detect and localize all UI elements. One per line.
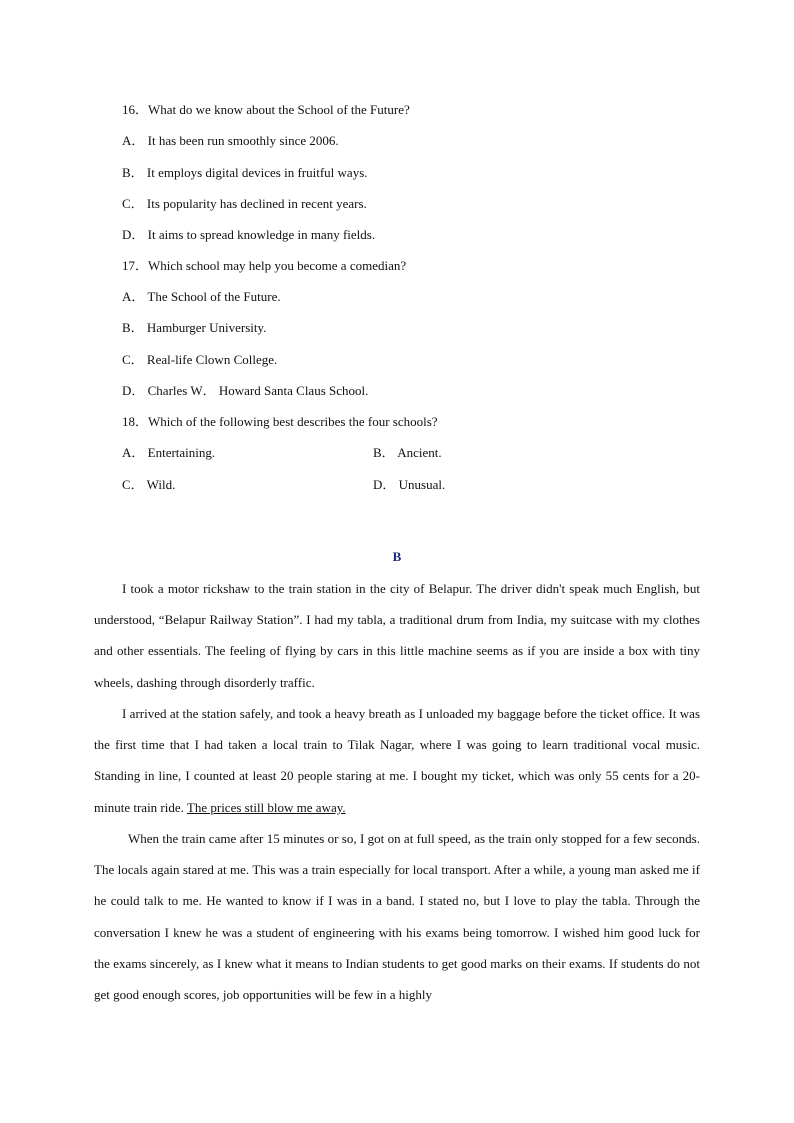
question-18-stem [122, 414, 438, 430]
passage-paragraph-2-text: I arrived at the station safely, and took a heavy breath as I unloaded my baggage before the ticket office. It was the first time that I had taken a local train to Tilak Nagar, where I was going to learn traditional vocal music. Standing in line, I counted at least 20 people staring at me. I bought my ticket, which was only 55 cents for a 20-minute train ride. [94, 706, 700, 815]
question-16-stem [122, 102, 410, 118]
question-16-text: What do we know about the School of the Future? [148, 102, 410, 117]
question-18-option-c: C． Wild. [122, 477, 176, 492]
section-title: B [392, 549, 402, 564]
question-17-stem [122, 258, 406, 274]
question-16-option-b: B． It employs digital devices in fruitful ways. [122, 165, 368, 180]
question-18-text: Which of the following best describes the four schools? [148, 414, 438, 429]
question-16-option-c: C． Its popularity has declined in recent years. [122, 196, 367, 211]
question-17-option-d: D． Charles W． Howard Santa Claus School. [122, 383, 369, 398]
passage-paragraph-1: I took a motor rickshaw to the train station in the city of Belapur. The driver didn't speak much English, but understood, “Belapur Railway Station”. I had my tabla, a traditional drum from India, my suitcase with my clothes and other essentials. The feeling of flying by cars in this little machine seems as if you are inside a box with tiny wheels, dashing through disorderly traffic. [94, 581, 700, 690]
question-18-option-d: D． Unusual. [373, 477, 446, 492]
question-18-number: 18． [122, 414, 149, 429]
question-16-option-a: A． It has been run smoothly since 2006. [122, 133, 339, 148]
question-16-option-d: D． It aims to spread knowledge in many fields. [122, 227, 376, 242]
question-17-number: 17． [122, 258, 149, 273]
passage-paragraph-2 [94, 698, 700, 823]
question-18-option-a: A． Entertaining. [122, 445, 216, 460]
question-17-option-a: A． The School of the Future. [122, 289, 281, 304]
question-16-number: 16． [122, 102, 149, 117]
question-17-option-c: C． Real-life Clown College. [122, 352, 278, 367]
underlined-sentence: The prices still blow me away. [186, 799, 346, 815]
question-17-text: Which school may help you become a comedian? [148, 258, 407, 273]
question-18-option-b: B． Ancient. [373, 445, 442, 460]
passage-paragraph-3: When the train came after 15 minutes or so, I got on at full speed, as the train only stopped for a few seconds. The locals again stared at me. This was a train especially for local transport. After a while, a young man asked me if he could talk to me. He wanted to know if I was in a band. I stated no, but I love to play the tabla. Through the conversation I knew he was a student of engineering with his exams being tomorrow. I wished him good luck for the exams sincerely, as I knew what it means to Indian students to get good marks on their exams. If students do not get good enough scores, job opportunities will be few in a highly [94, 831, 700, 1003]
question-17-option-b: B． Hamburger University. [122, 320, 267, 335]
